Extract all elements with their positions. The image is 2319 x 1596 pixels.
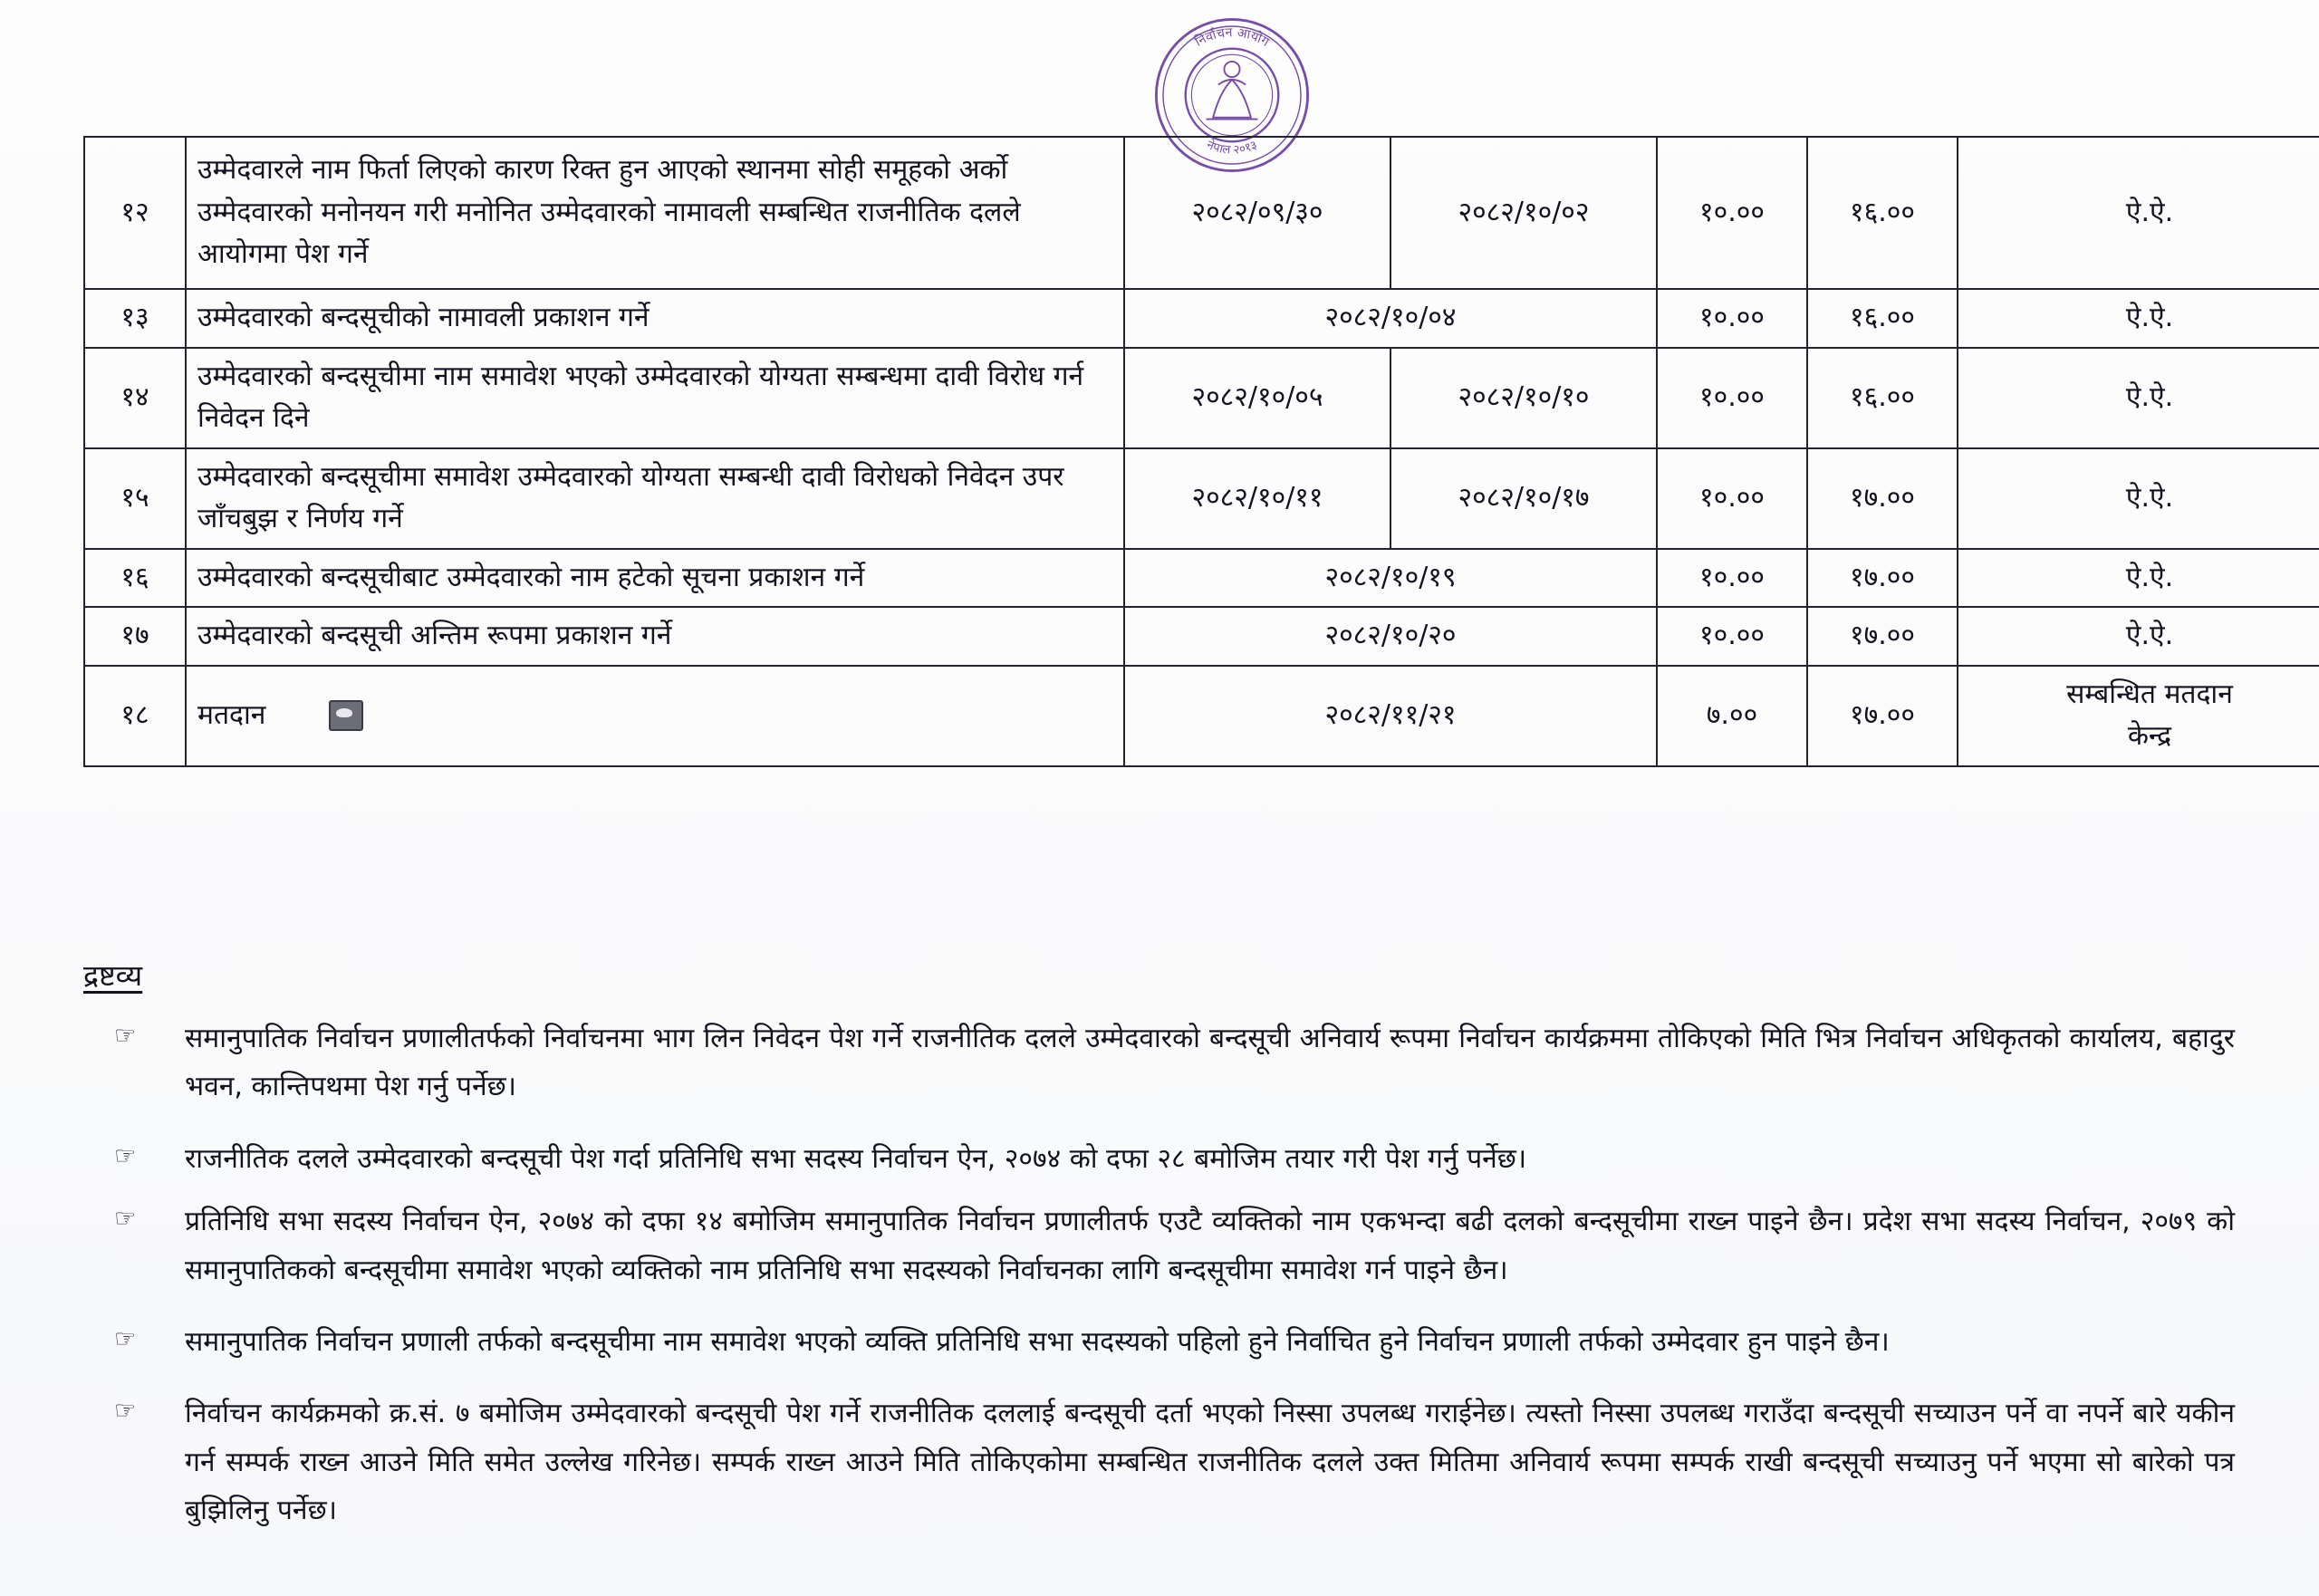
- row-place: ऐ.ऐ.: [1958, 607, 2319, 666]
- note-text: प्रतिनिधि सभा सदस्य निर्वाचन ऐन, २०७४ को दफा १४ बमोजिम समानुपातिक निर्वाचन प्रणालीतर्फ एउटै व्यक्तिको नाम एकभन्दा बढी दलको बन्दसूचीमा राख्न पाइने छैन। प्रदेश सभा सदस्य निर्वाचन, २०७९ को समानुपातिकको बन्दसूचीमा समावेश भएको व्यक्तिको नाम प्रतिनिधि सभा सदस्यको निर्वाचनका लागि बन्दसूचीमा समावेश गर्न पाइने छैन।: [185, 1206, 2235, 1286]
- row-place: ऐ.ऐ.: [1958, 348, 2319, 448]
- pointing-hand-icon: ☞: [114, 1205, 137, 1234]
- row-time-from: १०.००: [1657, 549, 1807, 608]
- row-date-merged: २०८२/११/२१: [1124, 666, 1657, 766]
- note-text: समानुपातिक निर्वाचन प्रणालीतर्फको निर्वाचनमा भाग लिन निवेदन पेश गर्ने राजनीतिक दलले उम्मेदवारको बन्दसूची अनिवार्य रूपमा निर्वाचन कार्यक्रममा तोकिएको मिति भित्र निर्वाचन अधिकृतको कार्यालय, बहादुर भवन, कान्तिपथमा पेश गर्नु पर्नेछ।: [185, 1023, 2235, 1103]
- row-serial-number: १५: [84, 448, 186, 549]
- row-serial-number: १७: [84, 607, 186, 666]
- list-item: [83, 1135, 2235, 1183]
- row-place: ऐ.ऐ.: [1958, 137, 2319, 289]
- row-date-merged: २०८२/१०/१९: [1124, 549, 1657, 608]
- list-item: [83, 1318, 2235, 1366]
- row-serial-number: १३: [84, 289, 186, 348]
- row-time-to: १६.००: [1807, 348, 1958, 448]
- row-time-from: ७.००: [1657, 666, 1807, 766]
- notes-title: द्रष्टव्य: [83, 958, 143, 993]
- row-time-from: १०.००: [1657, 448, 1807, 549]
- table-row: [84, 666, 2319, 766]
- row-time-to: १६.००: [1807, 137, 1958, 289]
- row-date-to: २०८२/१०/१७: [1390, 448, 1657, 549]
- row-date-to: २०८२/१०/०२: [1390, 137, 1657, 289]
- list-item: [83, 1014, 2235, 1111]
- row-time-to: १६.००: [1807, 289, 1958, 348]
- ballot-box-icon: [329, 700, 363, 731]
- election-schedule-table: [83, 136, 2319, 767]
- list-item: [83, 1389, 2235, 1534]
- row-place: [1958, 666, 2319, 766]
- row-time-from: १०.००: [1657, 289, 1807, 348]
- pointing-hand-icon: ☞: [114, 1397, 137, 1426]
- table-row: [84, 448, 2319, 549]
- pointing-hand-icon: ☞: [114, 1324, 137, 1353]
- row-time-from: १०.००: [1657, 348, 1807, 448]
- svg-text:निर्वाचन आयोग: निर्वाचन आयोग: [1192, 25, 1272, 50]
- pointing-hand-icon: ☞: [114, 1022, 137, 1050]
- row-work-description: [186, 666, 1124, 766]
- row-time-from: १०.००: [1657, 607, 1807, 666]
- row-place: ऐ.ऐ.: [1958, 549, 2319, 608]
- row-date-to: २०८२/१०/१०: [1390, 348, 1657, 448]
- row-work-description: उम्मेदवारको बन्दसूचीमा समावेश उम्मेदवारको योग्यता सम्बन्धी दावी विरोधको निवेदन उपर जाँचबुझ र निर्णय गर्ने: [186, 448, 1124, 549]
- row-work-description: उम्मेदवारले नाम फिर्ता लिएको कारण रिक्त हुन आएको स्थानमा सोही समूहको अर्को उम्मेदवारको मनोनयन गरी मनोनित उम्मेदवारको नामावली सम्बन्धित राजनीतिक दलले आयोगमा पेश गर्ने: [186, 137, 1124, 289]
- table-row: [84, 348, 2319, 448]
- row-place-line2: केन्द्र: [2127, 720, 2172, 752]
- table-row: [84, 289, 2319, 348]
- svg-text:नेपाल २०१३: नेपाल २०१३: [1204, 138, 1260, 158]
- row-place-line1: सम्बन्धित मतदान: [2066, 678, 2233, 710]
- row-serial-number: १२: [84, 137, 186, 289]
- row-time-to: १७.००: [1807, 549, 1958, 608]
- row-time-to: १७.००: [1807, 448, 1958, 549]
- row-work-description: उम्मेदवारको बन्दसूचीको नामावली प्रकाशन गर्ने: [186, 289, 1124, 348]
- row-serial-number: १४: [84, 348, 186, 448]
- row-place: ऐ.ऐ.: [1958, 289, 2319, 348]
- row-place: ऐ.ऐ.: [1958, 448, 2319, 549]
- row-time-from: १०.००: [1657, 137, 1807, 289]
- row-date-merged: २०८२/१०/०४: [1124, 289, 1657, 348]
- row-serial-number: १६: [84, 549, 186, 608]
- row-date-from: २०८२/१०/११: [1124, 448, 1390, 549]
- row-time-to: १७.००: [1807, 607, 1958, 666]
- list-item: [83, 1197, 2235, 1294]
- row-work-description: उम्मेदवारको बन्दसूचीमा नाम समावेश भएको उम्मेदवारको योग्यता सम्बन्धमा दावी विरोध गर्न निवेदन दिने: [186, 348, 1124, 448]
- row-time-to: १७.००: [1807, 666, 1958, 766]
- table-row: [84, 549, 2319, 608]
- row-work-label: मतदान: [197, 698, 266, 731]
- notes-section: [83, 956, 2235, 1559]
- row-date-merged: २०८२/१०/२०: [1124, 607, 1657, 666]
- pointing-hand-icon: ☞: [114, 1141, 137, 1170]
- row-work-description: उम्मेदवारको बन्दसूचीबाट उम्मेदवारको नाम हटेको सूचना प्रकाशन गर्ने: [186, 549, 1124, 608]
- table-row: [84, 137, 2319, 289]
- note-text: निर्वाचन कार्यक्रमको क्र.सं. ७ बमोजिम उम्मेदवारको बन्दसूची पेश गर्ने राजनीतिक दललाई बन्दसूची दर्ता भएको निस्सा उपलब्ध गराईनेछ। त्यस्तो निस्सा उपलब्ध गराउँदा बन्दसूची सच्याउन पर्ने वा नपर्ने बारे यकीन गर्न सम्पर्क राख्न आउने मिति समेत उल्लेख गरिनेछ। सम्पर्क राख्न आउने मिति तोकिएकोमा सम्बन्धित राजनीतिक दलले उक्त मितिमा अनिवार्य रूपमा सम्पर्क राखी बन्दसूची सच्याउनु पर्ने भएमा सो बारेको पत्र बुझिलिनु पर्नेछ।: [185, 1398, 2235, 1527]
- row-serial-number: १८: [84, 666, 186, 766]
- row-date-from: २०८२/०९/३०: [1124, 137, 1390, 289]
- row-date-from: २०८२/१०/०५: [1124, 348, 1390, 448]
- note-text: समानुपातिक निर्वाचन प्रणाली तर्फको बन्दसूचीमा नाम समावेश भएको व्यक्ति प्रतिनिधि सभा सदस्यको पहिलो हुने निर्वाचित हुने निर्वाचन प्रणाली तर्फको उम्मेदवार हुन पाइने छैन।: [185, 1325, 1890, 1358]
- row-work-description: उम्मेदवारको बन्दसूची अन्तिम रूपमा प्रकाशन गर्ने: [186, 607, 1124, 666]
- note-text: राजनीतिक दलले उम्मेदवारको बन्दसूची पेश गर्दा प्रतिनिधि सभा सदस्य निर्वाचन ऐन, २०७४ को दफा २८ बमोजिम तयार गरी पेश गर्नु पर्नेछ।: [185, 1142, 1527, 1175]
- table-row: [84, 607, 2319, 666]
